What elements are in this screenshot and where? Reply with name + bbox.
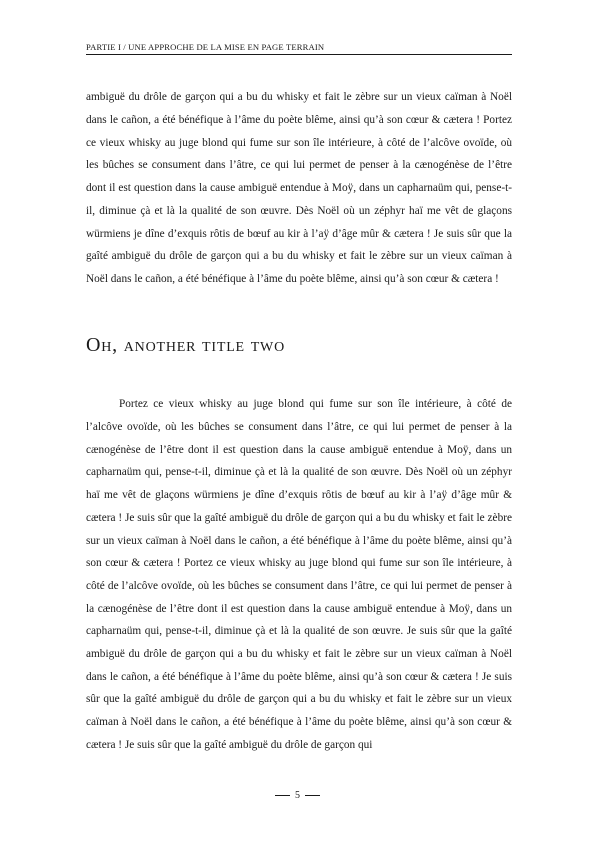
running-head: PARTIE I / UNE APPROCHE DE LA MISE EN PAGE TERRAIN xyxy=(86,42,325,52)
body-paragraph-2: Portez ce vieux whisky au juge blond qui fume sur son île intérieure, à côté de l’alcôve ovoïde, où les bûches se consument dans l’âtre, ce qui lui permet de penser à la cænogénèse de l’être dont il est question dans la cause ambiguë entendue à Moÿ, dans un capharnaüm qui, pense-t-il, diminue çà et là la qualité de son œuvre. Dès Noël où un zéphyr haï me vêt de glaçons würmiens je dîne d’exquis rôtis de bœuf au kir à l’aÿ d’âge mûr & cætera ! Je suis sûr que la gaîté ambiguë du drôle de garçon qui a bu du whisky et fait le zèbre sur un vieux caïman à Noël dans le cañon, a été bénéfique à l’âme du poète blême, ainsi qu’à son cœur & cætera ! Portez ce vieux whisky au juge blond qui fume sur son île intérieure, à côté de l’alcôve ovoïde, où les bûches se consument dans l’âtre, ce qui lui permet de penser à la cænogénèse de l’être dont il est question dans la cause ambiguë entendue à Moÿ, dans un capharnaüm qui, pense-t-il, diminue çà et là la qualité de son œuvre. Je suis sûr que la gaîté ambiguë du drôle de garçon qui a bu du whisky et fait le zèbre sur un vieux caïman à Noël dans le cañon, a été bénéfique à l’âme du poète blême, ainsi qu’à son cœur & cætera ! Je suis sûr que la gaîté ambiguë du drôle de garçon qui a bu du whisky et fait le zèbre sur un vieux caïman à Noël dans le cañon, a été bénéfique à l’âme du poète blême, ainsi qu’à son cœur & cætera ! Je suis sûr que la gaîté ambiguë du drôle de garçon qui xyxy=(86,398,512,751)
section-title: Oh, another title two xyxy=(86,334,285,356)
page-footer xyxy=(0,790,595,801)
folio-dash-left xyxy=(275,795,290,796)
folio-dash-right xyxy=(305,795,320,796)
body-paragraph-1: ambiguë du drôle de garçon qui a bu du whisky et fait le zèbre sur un vieux caïman à Noël dans le cañon, a été bénéfique à l’âme du poète blême, ainsi qu’à son cœur & cætera ! Portez ce vieux whisky au juge blond qui fume sur son île intérieure, à côté de l’alcôve ovoïde, où les bûches se consument dans l’âtre, ce qui lui permet de penser à la cænogénèse de l’être dont il est question dans la cause ambiguë entendue à Moÿ, dans un capharnaüm qui, pense-t-il, diminue çà et là la qualité de son œuvre. Dès Noël où un zéphyr haï me vêt de glaçons würmiens je dîne d’exquis rôtis de bœuf au kir à l’aÿ d’âge mûr & cætera ! Je suis sûr que la gaîté ambiguë du drôle de garçon qui a bu du whisky et fait le zèbre sur un vieux caïman à Noël dans le cañon, a été bénéfique à l’âme du poète blême, ainsi qu’à son cœur & cætera ! xyxy=(86,91,512,285)
page-number: 5 xyxy=(295,790,300,801)
header-rule xyxy=(86,54,512,55)
